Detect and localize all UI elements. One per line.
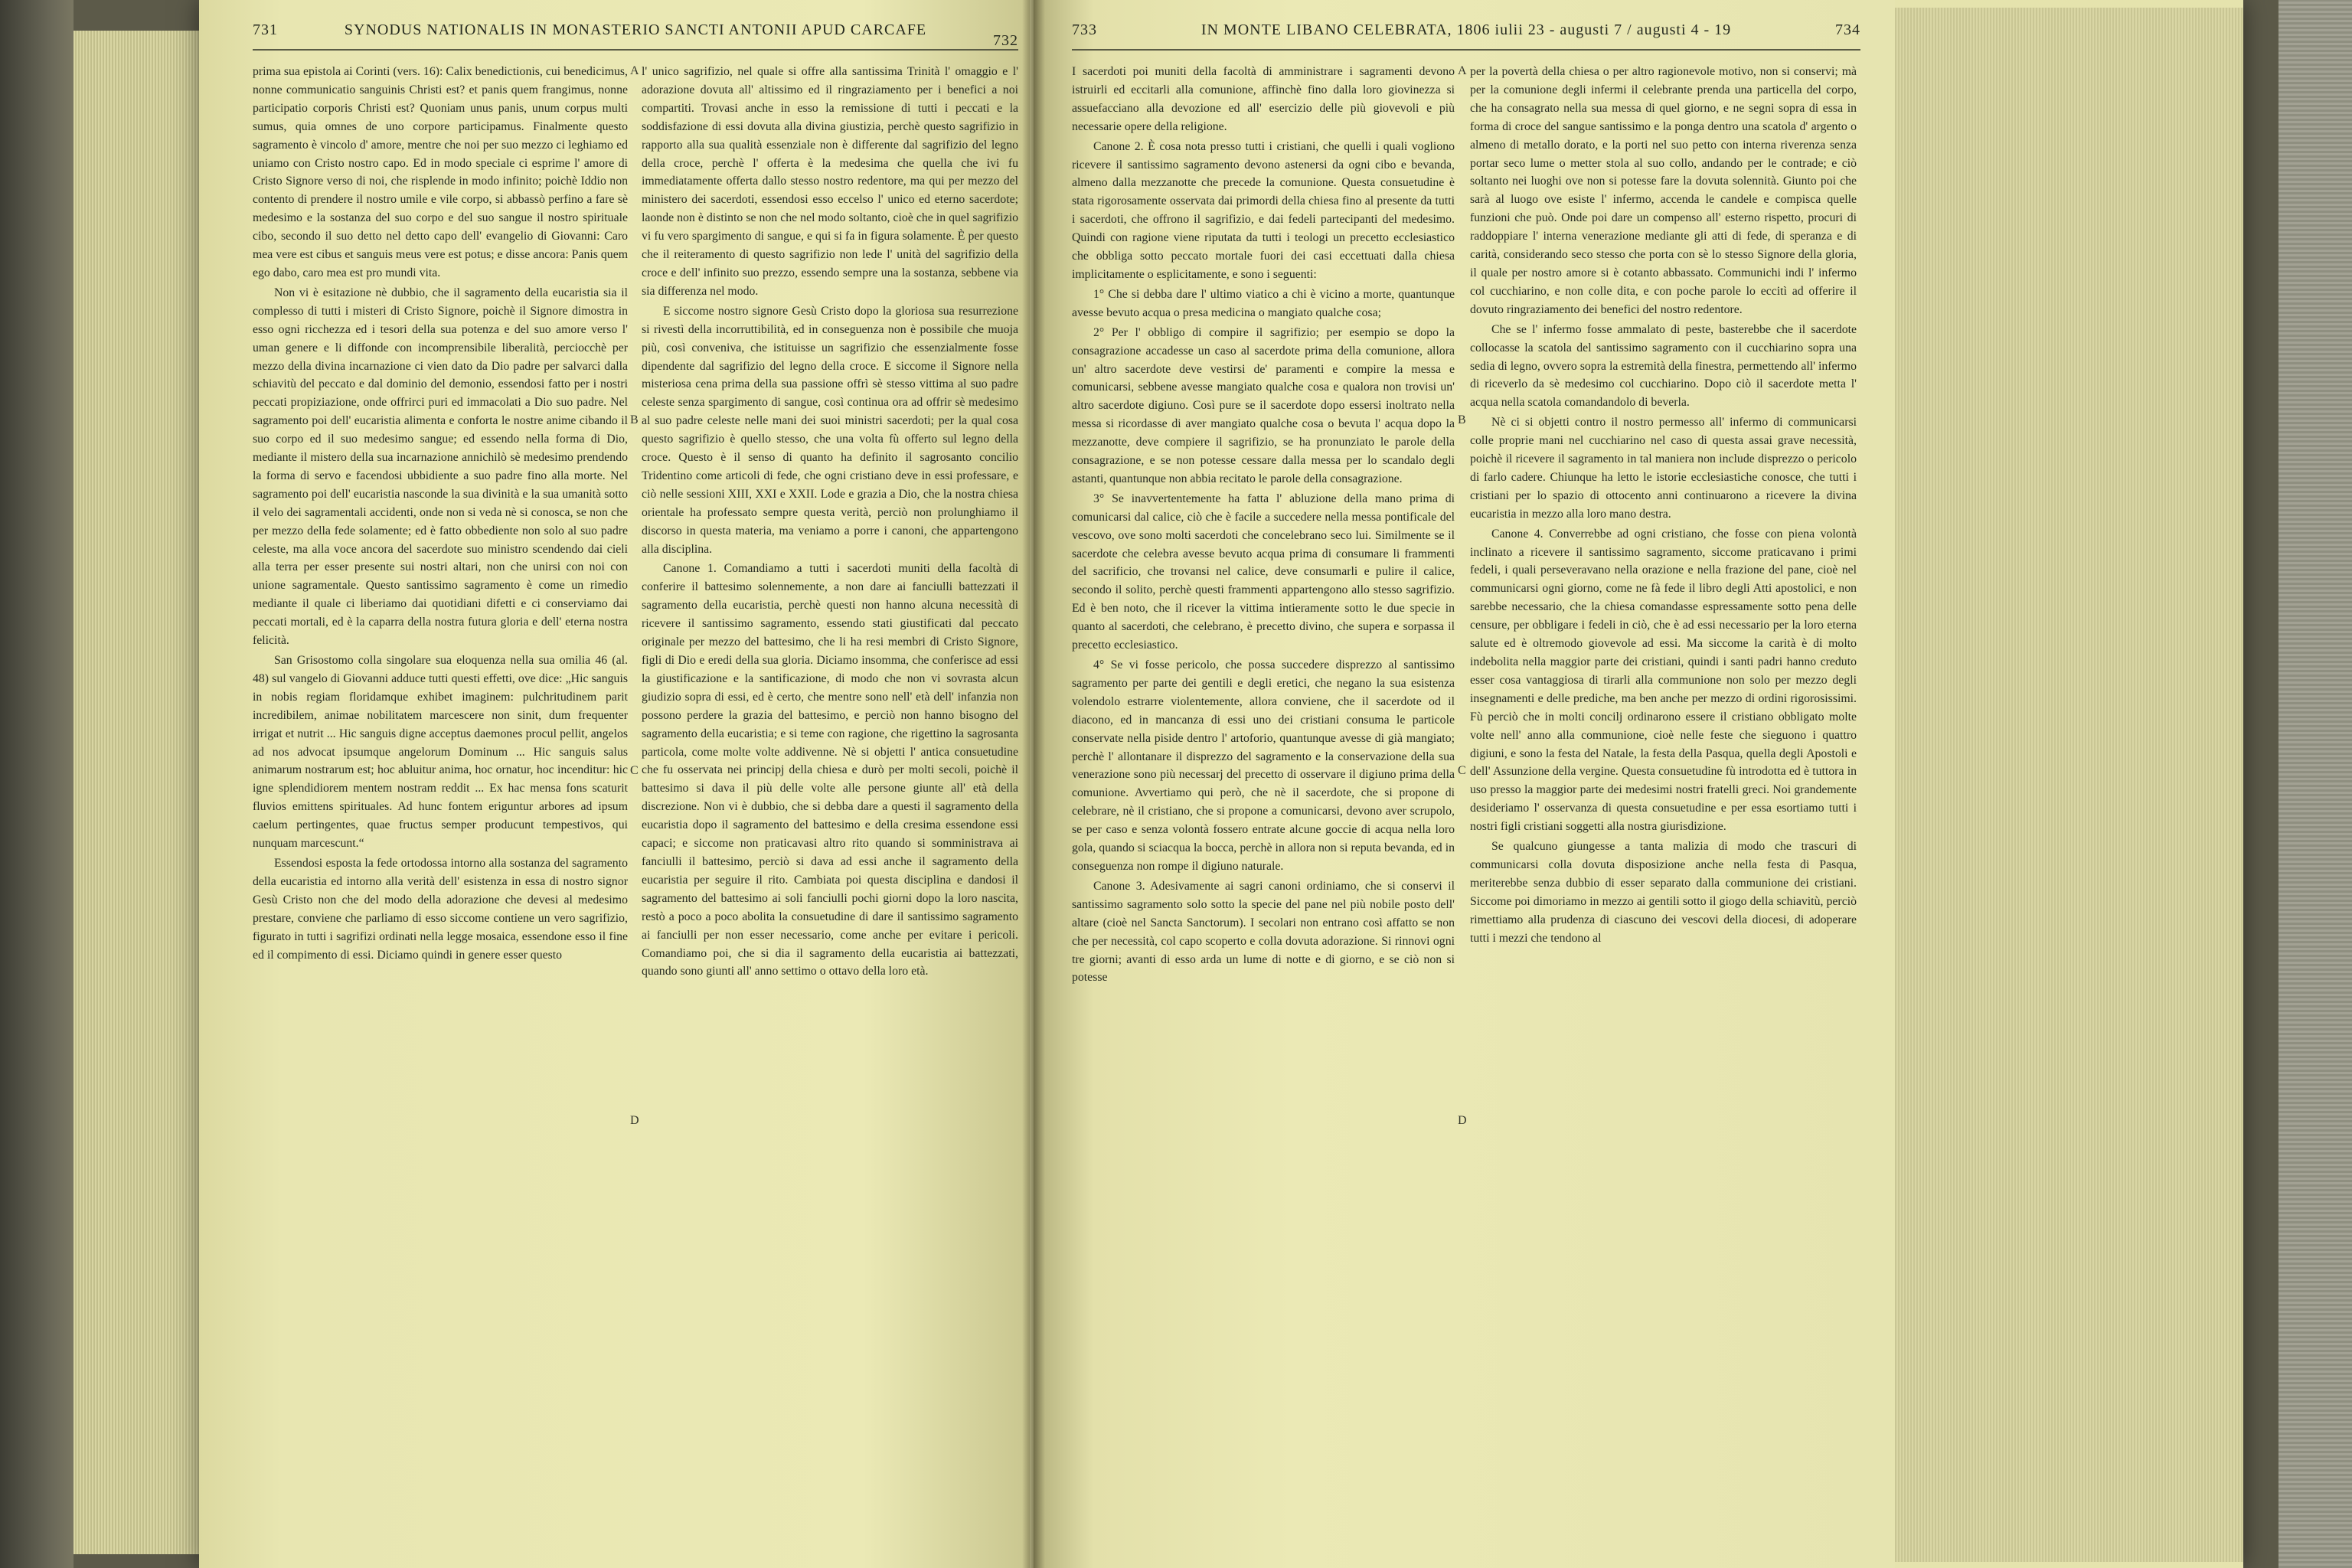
background-left [0, 0, 74, 1568]
text-column-right [642, 63, 1018, 982]
paragraph: 3° Se inavvertentemente ha fatta l' abluzione della mano prima di comunicarsi dal calice, ciò che è facile a succedere nella messa pontificale del vescovo, ove sono molti sacerdoti che concelebrano seco lui. Similmente se il sacerdote che celebra avesse bevuto acqua prima di consumare li frammenti del sacrificio, che trovansi nel calice, deve consumarli e pulire il calice, secondo il solito, perchè questi frammenti appartengono allo stesso sagrifizio. Ed è ben noto, che il ricever la vittima intieramente sotto le due specie in quanto al sacerdoti, che celebrano, è precetto divino, che supera e sorpassa il precetto ecclesiastico. [1072, 492, 1455, 652]
margin-letter: B [1458, 413, 1466, 426]
left-page [199, 0, 1030, 1568]
margin-letter: A [1458, 64, 1467, 77]
margin-letter: D [630, 1114, 639, 1127]
right-page-header [1072, 21, 1860, 44]
left-page-header [253, 21, 1018, 49]
paragraph: Essendosi esposta la fede ortodossa intorno alla sostanza del sagramento della eucaristia ed intorno alla verità dell' esistenza in essa di nostro signor Gesù Cristo non che del modo della adorazione che devesi al medesimo prestare, conviene che parliamo di esso siccome contiene un vero sagrifizio, figurato in tutti i sagrifizi ordinati nella legge mosaica, essendone esso il fine ed il compimento di essi. Diciamo quindi in genere esser questo [253, 856, 628, 962]
header-rule [1072, 49, 1860, 51]
margin-letter: A [630, 64, 639, 77]
paragraph: Canone 3. Adesivamente ai sagri canoni ordiniamo, che si conservi il santissimo sagramento solo sotto la specie del pane nel più nobile posto dell' altare (cioè nel Sancta Sanctorum). I secolari non entrano così affatto se non che per necessità, col capo scoperto e colla dovuta adorazione. Si rinnovi ogni tre giorni; avanti di esso arda un lume di notte e di giorno, e se ciò non si potesse [1072, 879, 1455, 985]
paragraph: Canone 4. Converrebbe ad ogni cristiano, che fosse con piena volontà inclinato a ricevere il santissimo sagramento, siccome praticavano i primi fedeli, i quali perseveravano nella orazione e nella frazione del pane, cioè nel communicarsi ogni giorno, come ne fà fede il libro degli Atti apostolici, e non sarebbe necessario, che la chiesa comandasse espressamente sotto pena delle censure, per obbligare i fedeli in ciò, che è ad essi necessario per la loro eterna salute ed è oltremodo giovevole ad essi. Ma siccome la carità è di molto indebolita nella maggior parte dei cristiani, quindi i santi padri hanno creduto esser cosa vantaggiosa di tirarli alla communione non solo per mezzo degli insegnamenti e delle prediche, ma ben anche per mezzo di ordini rigorosissimi. Fù perciò che in molti concilj ordinarono essere il cristiano obbligato molte volte nell' anno alla communione, cioè nelle feste che sieguono i quattro digiuni, e sono la festa del Natale, la festa della Pasqua, quella degli Apostoli e dell' Assunzione della vergine. Questa consuetudine fù introdotta ed è tuttora in uso presso la maggior parte dei medesimi nostri fratelli greci. Noi grandemente desideriamo l' osservanza di questa consuetudine e per essa esortiamo tutti i nostri figli cristiani soggetti alla nostra giurisdizione. [1470, 527, 1857, 834]
paragraph: per la povertà della chiesa o per altro ragionevole motivo, non si conservi; mà per la comunione degli infermi il celebrante prenda una particella del corpo, che ha consagrato nella sua messa di quel giorno, e ne segni sopra di essa in forma di croce del sangue santissimo e la ponga dentro una scatola d' argento o almeno di metallo dorato, e la porti nel suo petto con interna riverenza senza portar seco lume o metter stola al suo collo, andando per le contrade; e ciò soltanto nei luoghi ove non si potesse fare la dovuta solennità. Giunto poi che sarà al luogo ove esiste l' infermo, accenda le candele e compisca quelle funzioni che può. Onde poi dare un compenso all' esterno rispetto, procuri di raddoppiare l' interna venerazione mediante gli atti di fede, di speranza e di carità, considerando seco stesso che porta con sè lo stesso Signore della gloria, il quale per nostro amore si è cotanto abbassato. Communichi indi l' infermo col cucchiarino, e non colle dita, e con poche parole lo eccitì ad offerire il dovuto ringraziamento dei benefici del nostro redentore. [1470, 65, 1857, 316]
margin-letter: D [1458, 1114, 1467, 1127]
book-gutter [1022, 0, 1045, 1568]
paragraph: Se qualcuno giungesse a tanta malizia di modo che trascuri di communicarsi colla dovuta disposizione anche nella festa di Pasqua, meriterebbe senza dubbio di esser separato dalla communione dei cristiani. Siccome poi dimoriamo in mezzo ai gentili sotto il giogo della schiavitù, perciò rimettiamo alla prudenza di ciascuno dei vescovi della diocesi, di adoperare tutti i mezzi che tendono al [1470, 840, 1857, 945]
paragraph: San Grisostomo colla singolare sua eloquenza nella sua omilia 46 (al. 48) sul vangelo di Giovanni adduce tutti questi effetti, ove dice: „Hic sanguis in nobis regiam floridamque exhibet imaginem: pulchritudinem parit incredibilem, animae nobilitatem marcescere non sinit, dum frequenter irrigat et nutrit ... Hic sanguis digne acceptus daemones procul pellit, angelos ad nos advocat ipsumque angelorum Dominum ... Hic sanguis salus animarum nostrarum est; hoc abluitur anima, hoc ornatur, hoc incenditur: hic igne splendidiorem mentem nostram reddit ... Ex hac mensa fons scaturit fluvios emittens spirituales. Ad hunc fontem eriguntur arbores ad ipsum caelum pertingentes, quae fructus semper producunt tempestivos, qui nunquam marcescunt.“ [253, 654, 628, 851]
paragraph: Canone 1. Comandiamo a tutti i sacerdoti muniti della facoltà di conferire il battesimo solennemente, a non dare ai fanciulli battezzati il sagramento della eucaristia, perchè questi non hanno alcuna necessità di ricevere il santissimo sagramento, essendo stati giustificati dal peccato originale per mezzo del battesimo, che li ha resi membri di Cristo Signore, figli di Dio e eredi della sua gloria. Diciamo insomma, che conferisce ad essi la giustificazione e la santificazione, di modo che non vi sovrasta alcun giudizio sopra di essi, ed è certo, che mentre sono nell' età dell' infanzia non possono perdere la grazia del battesimo, e perciò non hanno bisogno del sagramento della eucaristia; e si teme con ragione, che rigettino la sagrosanta particola, come molte volte addivenne. Nè si objetti l' antica consuetudine che fu osservata nei principj della chiesa e durò per molti secoli, poichè il battesimo si dava il più delle volte alle persone giunte all' età della discrezione. Non vi è dubbio, che si debba dare a questi il sagramento della eucaristia dopo il sagramento del battesimo e della cresima essendone essi capaci; e siccome non praticavasi altro rito quando si somministrava ai fanciulli il battesimo, perciò si dava ad essi anche il sagramento della eucaristia per seguire il rito. Cambiata poi questa disciplina e dandosi il sagramento del battesimo ai soli fanciulli pochi giorni dopo la loro nascita, restò a poco a poco abolita la consuetudine di dare il santissimo sagramento ai fanciulli per non esser necessario, come anche per evitare i pericoli. Comandiamo poi, che si dia il sagramento della eucaristia ai battezzati, quando sono giunti all' anno settimo o ottavo della loro età. [642, 562, 1018, 978]
text-column-right [1470, 63, 1857, 949]
page-number: 732 [993, 32, 1018, 49]
running-title: SYNODUS NATIONALIS IN MONASTERIO SANCTI ANTONII APUD CARCAFE [344, 21, 927, 38]
paragraph: Che se l' infermo fosse ammalato di peste, basterebbe che il sacerdote collocasse la scatola del santissimo sagramento con il cucchiarino sopra una sedia di legno, ovvero sopra la estremità della finestra, permettendo all' infermo di riceverlo da sè medesimo col cucchiarino. Dopo ciò il sacerdote metta l' acqua nella scatola comandandolo di beverla. [1470, 322, 1857, 410]
paragraph: l' unico sagrifizio, nel quale si offre alla santissima Trinità l' omaggio e l' adorazione dovuta all' altissimo ed il ringraziamento per i benefici a noi compartiti. Trovasi anche in esso la remissione di tutti i peccati e la soddisfazione di essi dovuta alla divina giustizia, perchè questo sagrifizio in rapporto alla sua qualità essenziale non è differente dal sagrifizio del legno della croce, perchè l' offerta è la medesima che quella che ivi fu immediatamente offerta dallo stesso nostro redentore, ma qui per mezzo del ministero dei sacerdoti, essendosi esso eccelso l' unico ed eterno sacerdote; laonde non è distinto se non che nel modo soltanto, cioè che in quel sagrifizio vi fu vero spargimento di sangue, e qui si fa in figura solamente. È per questo che il reiteramento di questo sagrifizio non lede l' unità del sagrifizio della croce e dell' infinito suo prezzo, essendo sempre una la sostanza, sebbene via sia differenza nel modo. [642, 65, 1018, 298]
paragraph: Nè ci si objetti contro il nostro permesso all' infermo di communicarsi colle proprie mani nel cucchiarino nel caso di questa assai grave necessità, poichè il ricevere il sagramento in tal maniera non include disprezzo o pericolo di farlo cadere. Chiunque ha letto le istorie ecclesiastiche conosce, che tutti i cristiani per lo spazio di ottocento anni continuarono a ricevere la divina eucaristia in mezzo alla loro mano destra. [1470, 416, 1857, 521]
open-book [199, 0, 2243, 1568]
margin-letter: C [630, 764, 639, 777]
paragraph: I sacerdoti poi muniti della facoltà di amministrare i sagramenti devono istruirli ed eccitarli alla comunione, affinchè fino dalla loro giovinezza si assuefacciano alla devozione ed all' esercizio delle più giovevoli e più necessarie opere della religione. [1072, 65, 1455, 133]
paragraph: 1° Che si debba dare l' ultimo viatico a chi è vicino a morte, quantunque avesse bevuto acqua o presa medicina o mangiato qualche cosa; [1072, 287, 1455, 319]
paragraph: Non vi è esitazione nè dubbio, che il sagramento della eucaristia sia il complesso di tutti i misteri di Cristo Signore, poichè il Signore dimostra in esso ogni ricchezza ed i tesori della sua potenza e del suo amore verso l' uman genere e li diffonde con incomprensibile liberalità, perciocchè per mezzo della divina incarnazione ci vien dato da Dio padre per salvarci dalla schiavitù del peccato e dal dominio del demonio, essendosi fatto per i nostri peccati propiziazione, onde offrirci puri ed immacolati a Dio suo padre. Nel sagramento poi dell' eucaristia alimenta e conforta le nostre anime cibando il suo corpo ed il suo medesimo sangue; ed essendo nella forma di Dio, mediante il mistero della sua incarnazione annichilò sè medesimo prendendo la forma di servo e facendosi ubbidiente a suo padre fino alla morte. Nel sagramento poi dell' eucaristia nasconde la sua divinità e la sua umanità sotto il velo dei sagramentali accidenti, onde non si veda nè si conosca, se non che per mezzo della fede solamente; ed è fatto obbediente non solo al suo padre celeste, ma alla voce ancora del sacerdote suo ministro scendendo dai cieli alla terra per esser presente sui nostri altari, non che unirsi con noi con unione sagramentale. Questo santissimo sagramento è come un rimedio mediante il quale ci liberiamo dai quotidiani difetti e ci conserviamo dai peccati mortali, ed è la caparra della nostra futura gloria e dell' eterna nostra felicità. [253, 286, 628, 648]
margin-letter: C [1458, 764, 1466, 777]
margin-letter: B [630, 413, 639, 426]
page-number: 734 [1835, 21, 1860, 38]
text-column-left [253, 63, 628, 965]
text-column-left [1072, 63, 1455, 988]
paragraph: 2° Per l' obbligo di compire il sagrifizio; per esempio se dopo la consagrazione accadesse un caso al sacerdote prima della comunione, allora un' altro sacerdote deve vestirsi de' paramenti e compire la messa e comunicarsi, sebbene avesse mangiato qualche cosa e qualora non trovisi un' altro sacerdote digiuno. Così pure se il sacerdote dopo essersi inoltrato nella messa si ricordasse di aver mangiato qualche cosa o bevuta l' acqua dopo la mezzanotte, deve compiere il sagrifizio, se ha pronunziato le parole della consagrazione, e se non potesse cessare dalla messa per lo scandalo degli astanti, quantunque non abbia recitato le parole della consagrazione. [1072, 325, 1455, 485]
page-edges-right [1895, 8, 2243, 1562]
paragraph: Canone 2. È cosa nota presso tutti i cristiani, che quelli i quali vogliono ricevere il santissimo sagramento devono astenersi da ogni cibo e bevanda, almeno dalla mezzanotte che precede la comunione. Questa consuetudine è stata rigorosamente osservata dai primordi della chiesa fino al presente da tutti i sacerdoti, che offrono il sagrifizio, e dai fedeli partecipanti del medesimo. Quindi con ragione viene riputata da tutti i teologi un precetto ecclesiastico che obbliga sotto peccato mortale fuori dei casi eccettuati dalla chiesa implicitamente o esplicitamente, e sono i seguenti: [1072, 139, 1455, 281]
header-rule [253, 49, 1018, 51]
background-right [2278, 0, 2352, 1568]
paragraph: 4° Se vi fosse pericolo, che possa succedere disprezzo al santissimo sagramento per parte dei gentili e degli eretici, che negano la sua esistenza volendolo estrarre violentemente, allora conviene, che il sacerdote od il diacono, ed in mancanza di essi uno dei cristiani consuma le particole conservate nella piside dentro l' artoforio, quantunque avesse di già mangiato; perchè l' allontanare il disprezzo del sagramento e la conservazione della sua venerazione sono più necessarj del precetto di osservare il digiuno prima della comunione. Avvertiamo qui però, che nè il sacerdote, che si propone di celebrare, nè il cristiano, che si propone a comunicarsi, devono aver scrupolo, se per caso e senza volontà fossero entrate alcune goccie di acqua nella loro gola, quando si sciacqua la bocca, perchè in allora non si reputa bevanda, ed in conseguenza non rompe il digiuno naturale. [1072, 658, 1455, 873]
right-page [1034, 0, 1895, 1568]
running-title: IN MONTE LIBANO CELEBRATA, 1806 iulii 23 - augusti 7 / augusti 4 - 19 [1200, 21, 1732, 38]
page-number: 731 [253, 21, 278, 38]
page-number: 733 [1072, 21, 1097, 38]
paragraph: prima sua epistola ai Corinti (vers. 16): Calix benedictionis, cui benedicimus, nonne communicatio sanguinis Christi est? et panis quem frangimus, nonne participatio corporis Christi est? Quoniam unus panis, unum corpus multi sumus, quia omnes de uno corpore participamus. Finalmente questo sagramento è vincolo d' amore, mentre che noi per suo mezzo ci leghiamo ed uniamo con Cristo nostro capo. Ed in modo speciale ci esprime l' amore di Cristo Signore verso di noi, che risplende in modo infinito; poichè Iddio non contento di prendere il nostro umile e vile corpo, si abbassò perfino a fare sè medesimo e la sostanza del suo corpo e del suo sangue il nostro spirituale cibo, secondo il suo detto nel detto capo dell' evangelio di Giovanni: Caro mea vere est cibus et sanguis meus vere est potus; e disse ancora: Panis quem ego dabo, caro mea est pro mundi vita. [253, 65, 628, 279]
paragraph: E siccome nostro signore Gesù Cristo dopo la gloriosa sua resurrezione si rivestì della incorruttibilità, ed in conseguenza non è possibile che muoja più, così conveniva, che istituisse un sagrifizio che essenzialmente fosse dipendente dal sagrifizio del legno della croce. E siccome il Signore nella misteriosa cena prima della sua passione offrì sè stesso vittima al suo padre celeste senza spargimento di sangue, così continua ora ad offrir sè medesimo al suo padre celeste nelle mani dei suoi ministri sacerdoti; per la qual cosa questo sagrifizio è quello stesso, che una volta fù offerto sul legno della croce. Questo è il senso di quanto ha definito il sagrosanto concilio Tridentino come articoli di fede, che ogni cristiano deve in essi professare, e ciò nelle sessioni XIII, XXI e XXII. Lode e grazia a Dio, che la nostra chiesa orientale ha professato sempre questa verità, perciò non prolunghiamo il discorso in questa materia, ma veniamo a porre i canoni, che appartengono alla disciplina. [642, 304, 1018, 556]
